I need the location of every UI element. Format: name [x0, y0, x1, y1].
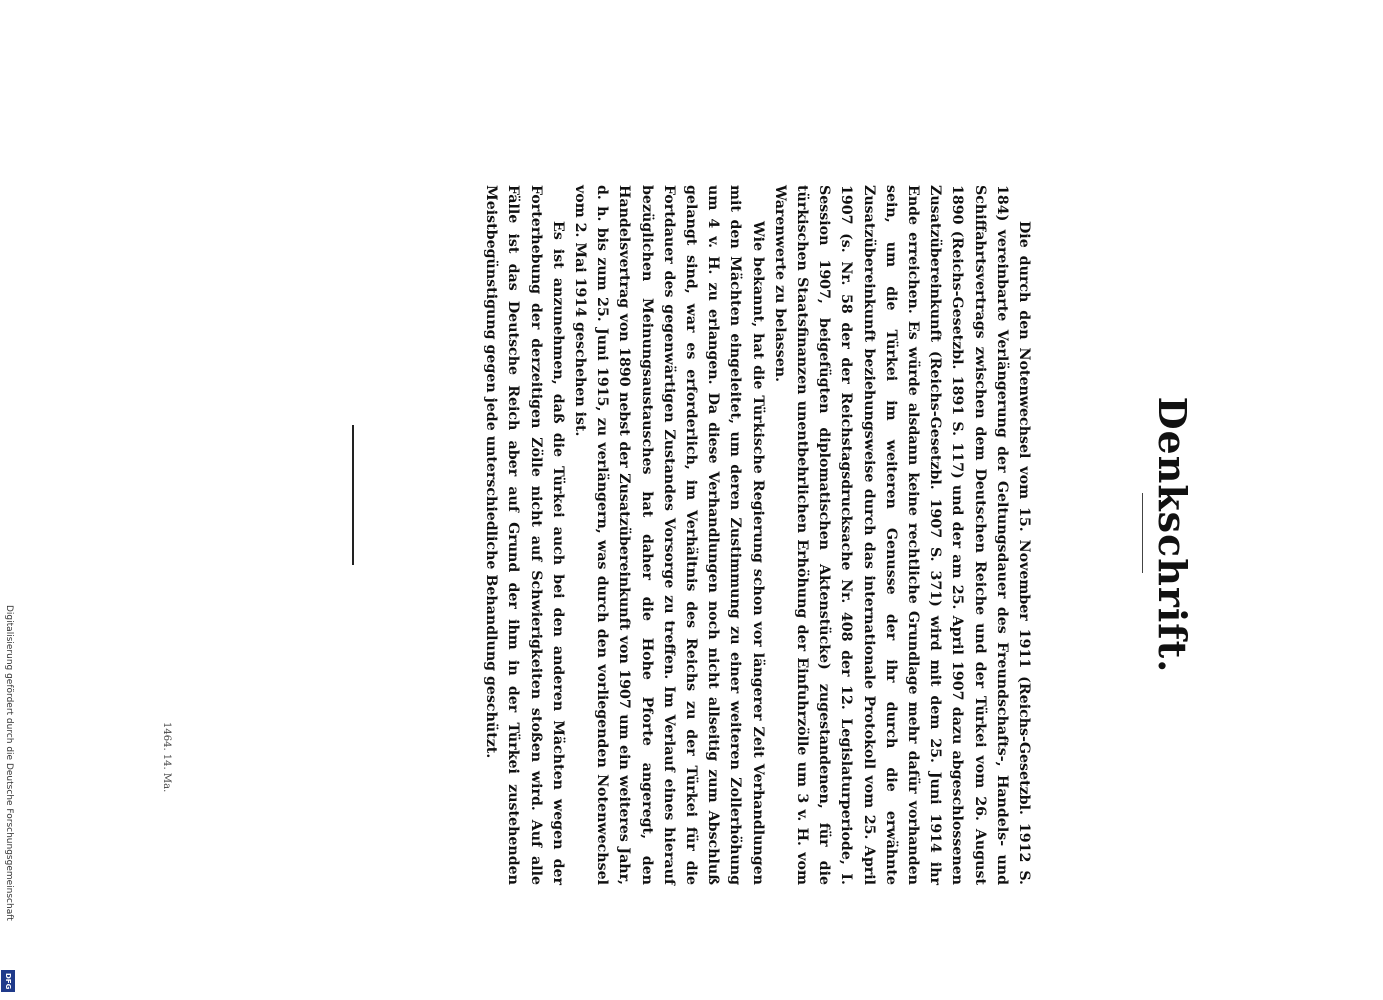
end-divider [352, 425, 354, 565]
document-body [480, 185, 1035, 885]
paragraph: Die durch den Notenwechsel vom 15. November 1911 (Reichs-Gesetzbl. 1912 S. 184) vereinbarte Verlängerung der Geltungsdauer des Freundschafts-, Handels- und Schiffahrtsvertrags zwischen dem Deutschen Reiche und der Türkei vom 26. August 1890 (Reichs-Gesetzbl. 1891 S. 117) und der am 25. April 1907 dazu abgeschlossenen Zusatzübereinkunft (Reichs-Gesetzbl. 1907 S. 371) wird mit dem 25. Juni 1914 ihr Ende erreichen. Es würde alsdann keine rechtliche Grundlage mehr dafür vorhanden sein, um die Türkei im weiteren Genusse der ihr durch die erwähnte Zusatzübereinkunft beziehungsweise durch das internationale Protokoll vom 25. April 1907 (s. Nr. 58 der der Reichstagsdrucksache Nr. 408 der 12. Legislaturperiode, I. Session 1907, beigefügten diplomatischen Aktenstücke) zugestandenen, für die türkischen Staatsfinanzen unentbehrlichen Erhöhung der Einfuhrzölle um 3 v. H. vom Warenwerte zu belassen. [771, 185, 1032, 885]
title-divider [1142, 493, 1143, 573]
printer-mark: 1464. 14. Ma. [161, 722, 172, 793]
paragraph: Wie bekannt, hat die Türkische Regierung schon vor längerer Zeit Verhandlungen mit den Mächten eingeleitet, um deren Zustimmung zu einer weiteren Zollerhöhung um 4 v. H. zu erlangen. Da diese Verhandlungen noch nicht allseitig zum Abschluß gelangt sind, war es erforderlich, im Verhältnis des Reichs zu der Türkei für die Fortdauer des gegenwärtigen Zustandes Vorsorge zu treffen. Im Verlauf eines hierauf bezüglichen Meinungsaustausches hat daher die Hohe Pforte angeregt, den Handelsvertrag von 1890 nebst der Zusatzübereinkunft von 1907 um ein weiteres Jahr, d. h. bis zum 25. Juni 1915, zu verlängern, was durch den vorliegenden Notenwechsel vom 2. Mai 1914 geschehen ist. [571, 185, 766, 885]
rotated-page [425, 185, 1195, 885]
document-title: Denkschrift. [1150, 396, 1195, 674]
credit-text: Digitalisierung gefördert durch die Deutsche Forschungsgemeinschaft [4, 605, 14, 921]
digitization-credit [1, 605, 15, 990]
page-content [425, 185, 1195, 885]
dfg-logo: DFG [1, 970, 15, 992]
paragraph: Es ist anzunehmen, daß die Türkei auch bei den anderen Mächten wegen der Forterhebung der derzeitigen Zölle nicht auf Schwierigkeiten stoßen wird. Auf alle Fälle ist das Deutsche Reich aber auf Grund der ihm in der Türkei zustehenden Meistbegünstigung gegen jede unterschiedliche Behandlung geschützt. [483, 185, 566, 885]
